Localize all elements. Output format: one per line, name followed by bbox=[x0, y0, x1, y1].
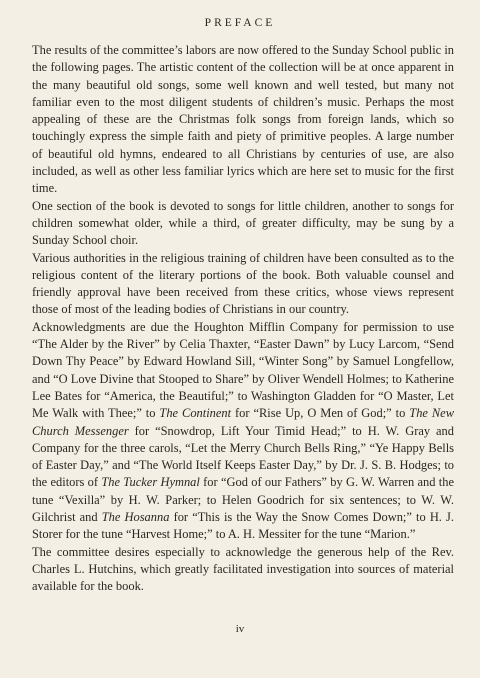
preface-body bbox=[32, 42, 454, 596]
body-paragraph bbox=[32, 198, 454, 250]
text-run: Various authorities in the religious training of children have been consulted as to the religious content of the literary portions of the book. Both valuable counsel and friendly approval have been received from these critics, whose views represent those of most of the leading bodies of Christians in our country. bbox=[32, 250, 454, 317]
body-paragraph bbox=[32, 42, 454, 198]
text-run: One section of the book is devoted to songs for little children, another to songs for children somewhat older, while a third, of greater difficulty, may be sung by a Sunday School choir. bbox=[32, 198, 454, 248]
text-run: for “Snowdrop, Lift Your Timid Head;” to H. W. Gray and Company for the three carols, “Let the Merry Church Bells Ring,” “Ye Happy Bells of Easter Day,” and “The World Itself Keeps Easter Day,” by Dr. J. S. B. Hodges; to the editors of bbox=[32, 423, 454, 490]
body-paragraph bbox=[32, 544, 454, 596]
italic-title: The New Church Messenger bbox=[32, 406, 454, 438]
text-run: The committee desires especially to acknowledge the generous help of the Rev. Charles L. Hutchins, which greatly facilitated investigation into sources of material available for the book. bbox=[32, 544, 454, 594]
text-run: Acknowledgments are due the Houghton Mifflin Company for permission to use “The Alder by the River” by Celia Thaxter, “Easter Dawn” by Lucy Larcom, “Send Down Thy Peace” by Edward Howland Sill, “Winter Song” by Samuel Longfellow, and “O Love Divine that Stooped to Share” by Oliver Wendell Holmes; to Katherine Lee Bates for “America, the Beautiful;” to Washington Gladden for “O Master, Let Me Walk with Thee;” to bbox=[32, 319, 454, 421]
page-number: iv bbox=[235, 623, 245, 635]
italic-title: The Tucker Hymnal bbox=[101, 475, 200, 490]
text-run: for “God of our Fathers” by G. W. Warren and the tune “Vexilla” by H. W. Parker; to Helen Goodrich for six sentences; to W. W. Gilchrist and bbox=[32, 475, 455, 525]
text-run: The results of the committee’s labors are now offered to the Sunday School public in the following pages. The artistic content of the collection will be at once apparent in the many beautiful old songs, some well known and well tested, but many not familiar even to the most diligent students of children’s music. Perhaps the most appealing of these are the Christmas folk songs from foreign lands, which so touchingly express the simple faith and piety of primitive peoples. A large number of beautiful old hymns, endeared to all Christians by centuries of use, are also included, as well as other less familiar lyrics which are here set to music for the first time. bbox=[32, 43, 454, 196]
text-run: for “Rise Up, O Men of God;” to bbox=[231, 406, 410, 421]
body-paragraph bbox=[32, 250, 454, 319]
text-run: for “This is the Way the Snow Comes Down;” to H. J. Storer for the tune “Harvest Home;” to A. H. Messiter for the tune “Marion.” bbox=[32, 510, 454, 542]
italic-title: The Hosanna bbox=[101, 510, 170, 525]
italic-title: The Continent bbox=[159, 406, 232, 421]
body-paragraph bbox=[32, 319, 454, 544]
running-header: PREFACE bbox=[204, 17, 276, 29]
